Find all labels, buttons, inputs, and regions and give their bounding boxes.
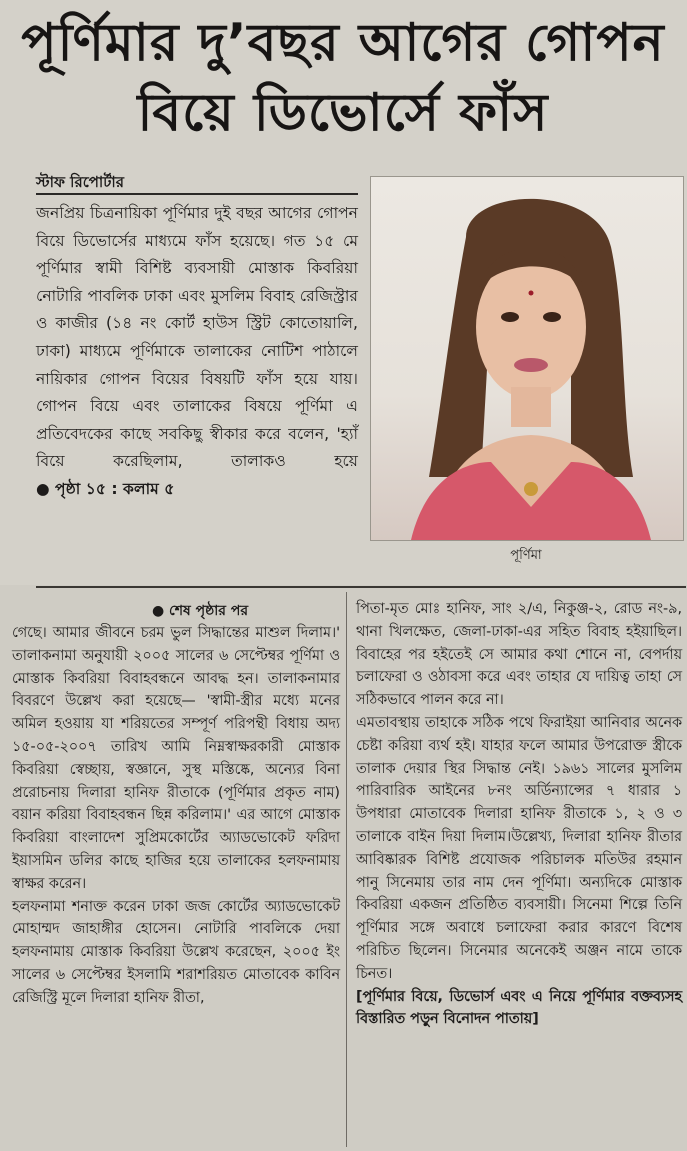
continued-heading: ● শেষ পৃষ্ঠার পর — [151, 603, 249, 619]
portrait-illustration — [371, 177, 683, 540]
continuation-marker: ● পৃষ্ঠা ১৫ : কলাম ৫ — [36, 479, 175, 498]
left-paragraph-2: হলফনামা শনাক্ত করেন ঢাকা জজ কোর্টের অ্যাডভোকেট মোহাম্মদ জাহাঙ্গীর হোসেন। নোটারি পাবলিকে দেয়া হলফনামায় মোস্তাক কিবরিয়া উল্লেখ করেছেন, ২০০৫ ইং সালের ৬ সেপ্টেম্বর ইসলামি শরাশরিয়ত মোতাবেক কাবিন রেজিস্ট্রি মূলে দিলারা হানিফ রীতা, — [12, 898, 340, 1006]
left-paragraph-1: গেছে। আমার জীবনে চরম ভুল সিদ্ধান্তের মাশুল দিলাম।' তালাকনামা অনুযায়ী ২০০৫ সালের ৬ সেপ্টেম্বর পূর্ণিমা ও মোস্তাক কিবরিয়া বিবাহবন্ধনে আবদ্ধ হন। তালাকনামার বিবরণে উল্লেখ করা হয়েছে— 'স্বামী-স্ত্রীর মধ্যে মনের অমিল হওয়ায় যা শরিয়তের সম্পূর্ণ পরিপন্থী বিধায় অদ্য ১৫-০৫-২০০৭ তারিখ আমি নিম্নস্বাক্ষরকারী মোস্তাক কিবরিয়া স্বেচ্ছায়, স্বজ্ঞানে, সুস্থ মস্তিষ্কে, অন্যের বিনা প্ররোচনায় দিলারা হানিফ রীতাকে (পূর্ণিমার প্রকৃত নাম) বয়ান করিয়া বিবাহবন্ধন ছিন্ন করিলাম।' এর আগে মোস্তাক কিবরিয়া বাংলাদেশ সুপ্রিমকোর্টের অ্যাডভোকেট ফরিদা ইয়াসমিন ডলির কাছে হাজির হয়ে তালাকের হলফনামায় স্বাক্ষর করেন। — [12, 625, 340, 892]
byline: স্টাফ রিপোর্টার — [36, 171, 358, 195]
right-column — [356, 598, 682, 1031]
lead-paragraph — [36, 200, 358, 504]
left-column — [12, 622, 340, 1010]
section-divider — [36, 586, 686, 588]
headline-line-1: পূর্ণিমার দু’বছর আগের গোপন — [21, 13, 665, 73]
footer-note: [পূর্ণিমার বিয়ে, ডিভোর্স এবং এ নিয়ে পূর্ণিমার বক্তব্যসহ বিস্তারিত পড়ুন বিনোদন পাতায়] — [356, 988, 682, 1028]
lead-text: জনপ্রিয় চিত্রনায়িকা পূর্ণিমার দুই বছর আগের গোপন বিয়ে ডিভোর্সের মাধ্যমে ফাঁস হয়েছে। গত ১৫ মে পূর্ণিমার স্বামী বিশিষ্ট ব্যবসায়ী মোস্তাক কিবরিয়া নোটারি পাবলিক ঢাকা এবং মুসলিম বিবাহ রেজিস্ট্রার ও কাজীর (১৪ নং কোর্ট হাউস স্ট্রিট কোতোয়ালি, ঢাকা) মাধ্যমে পূর্ণিমাকে তালাকের নোটিশ পাঠালে নায়িকার গোপন বিয়ের বিষয়টি ফাঁস হয়ে যায়। গোপন বিয়ে এবং তালাকের বিষয়ে পূর্ণিমা এ প্রতিবেদকের কাছে সবকিছু স্বীকার করে বলেন, 'হ্যাঁ বিয়ে করেছিলাম, তালাকও হয়ে — [36, 204, 358, 471]
column-rule — [346, 592, 347, 1147]
right-paragraph-2: এমতাবস্থায় তাহাকে সঠিক পথে ফিরাইয়া আনিবার অনেক চেষ্টা করিয়া ব্যর্থ হই। যাহার ফলে আমার উপরোক্ত স্ত্রীকে তালাক দেয়ার স্থির সিদ্ধান্ত নেই। ১৯৬১ সালের মুসলিম পারিবারিক আইনের ৮নং অর্ডিন্যান্সের ৭ ধারার ১ উপধারা মোতাবেক দিলারা হানিফ রীতাকে ১, ২ ও ৩ তালাকে বাইন দিয়া দিলাম।উল্লেখ্য, দিলারা হানিফ রীতার আবিষ্কারক বিশিষ্ট প্রযোজক পরিচালক মতিউর রহমান পানু সিনেমায় তার নাম দেন পূর্ণিমা। অন্যদিকে মোস্তাক কিবরিয়া একজন প্রতিষ্ঠিত ব্যবসায়ী। সিনেমা শিল্পে তিনি পূর্ণিমার সঙ্গে অবাধে চলাফেরা করার কারণে বিশেষ পরিচিত ছিলেন। সিনেমার অনেকেই অঞ্জন নামে তাকে চিনত। — [356, 714, 682, 982]
photo-caption: পূর্ণিমা — [510, 548, 542, 563]
headline — [8, 8, 678, 148]
right-paragraph-1: পিতা-মৃত মোঃ হানিফ, সাং ২/এ, নিকুঞ্জ-২, রোড নং-৯, থানা খিলক্ষেত, জেলা-ঢাকা-এর সহিত বিবাহ হইয়াছিল। বিবাহের পর হইতেই সে আমার কথা শোনে না, বেপর্দায় চলাফেরা ও ওঠাবসা করে এবং তাহার যে দায়িত্ব তাহা সে সঠিকভাবে পালন করে না। — [356, 601, 682, 709]
headline-line-2: বিয়ে ডিভোর্সে ফাঁস — [137, 83, 549, 143]
portrait-photo — [370, 176, 684, 541]
